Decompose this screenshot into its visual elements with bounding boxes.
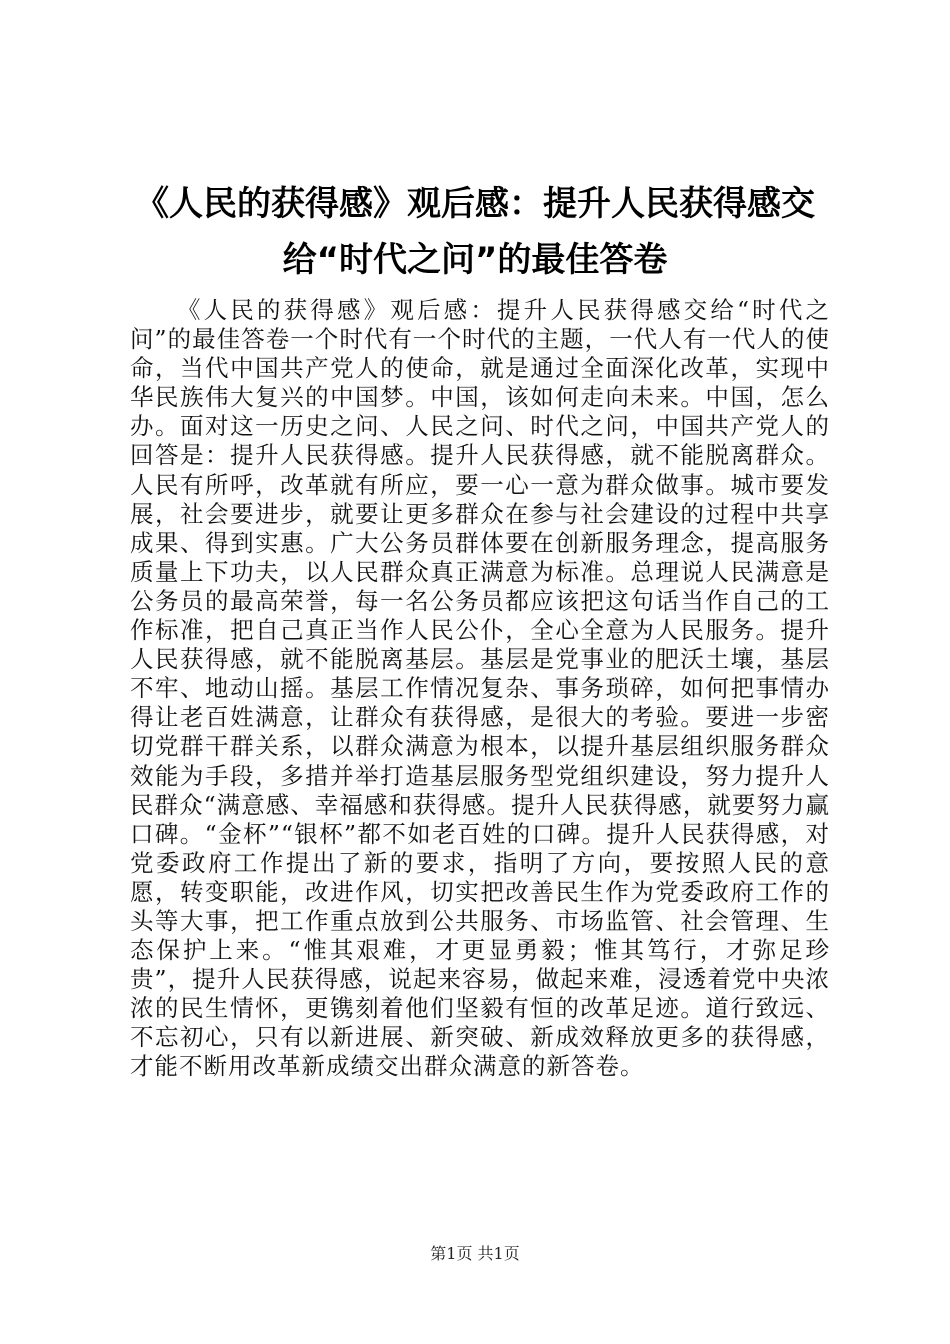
body-paragraph: 《人民的获得感》观后感：提升人民获得感交给“时代之问”的最佳答卷一个时代有一个时代的主题，一代人有一代人的使命，当代中国共产党人的使命，就是通过全面深化改革，实现中华民族伟大复兴的中国梦。中国，该如何走向未来。中国，怎么办。面对这一历史之问、人民之问、时代之问，中国共产党人的回答是：提升人民获得感。提升人民获得感，就不能脱离群众。人民有所呼，改革就有所应，要一心一意为群众做事。城市要发展，社会要进步，就要让更多群众在参与社会建设的过程中共享成果、得到实惠。广大公务员群体要在创新服务理念，提高服务质量上下功夫，以人民群众真正满意为标准。总理说人民满意是公务员的最高荣誉，每一名公务员都应该把这句话当作自己的工作标准，把自己真正当作人民公仆，全心全意为人民服务。提升人民获得感，就不能脱离基层。基层是党事业的肥沃土壤，基层不牢、地动山摇。基层工作情况复杂、事务琐碎，如何把事情办得让老百姓满意，让群众有获得感，是很大的考验。要进一步密切党群干群关系，以群众满意为根本，以提升基层组织服务群众效能为手段，多措并举打造基层服务型党组织建设，努力提升人民群众“满意感、幸福感和获得感。提升人民获得感，就要努力赢口碑。“金杯”“银杯”都不如老百姓的口碑。提升人民获得感，对党委政府工作提出了新的要求，指明了方向，要按照人民的意愿，转变职能，改进作风，切实把改善民生作为党委政府工作的头等大事，把工作重点放到公共服务、市场监管、社会管理、生态保护上来。“惟其艰难，才更显勇毅；惟其笃行，才弥足珍贵”，提升人民获得感，说起来容易，做起来难，浸透着党中央浓浓的民生情怀，更镌刻着他们坚毅有恒的改革足迹。道行致远、不忘初心，只有以新进展、新突破、新成效释放更多的获得感，才能不断用改革新成绩交出群众满意的新答卷。 (130, 296, 830, 1081)
title-line-1: 《人民的获得感》观后感：提升人民获得感交 (135, 184, 815, 224)
title-line-2: 给“时代之问”的最佳答卷 (282, 240, 668, 280)
page-footer: 第1页 共1页 (430, 1244, 520, 1263)
document-title (120, 176, 830, 288)
